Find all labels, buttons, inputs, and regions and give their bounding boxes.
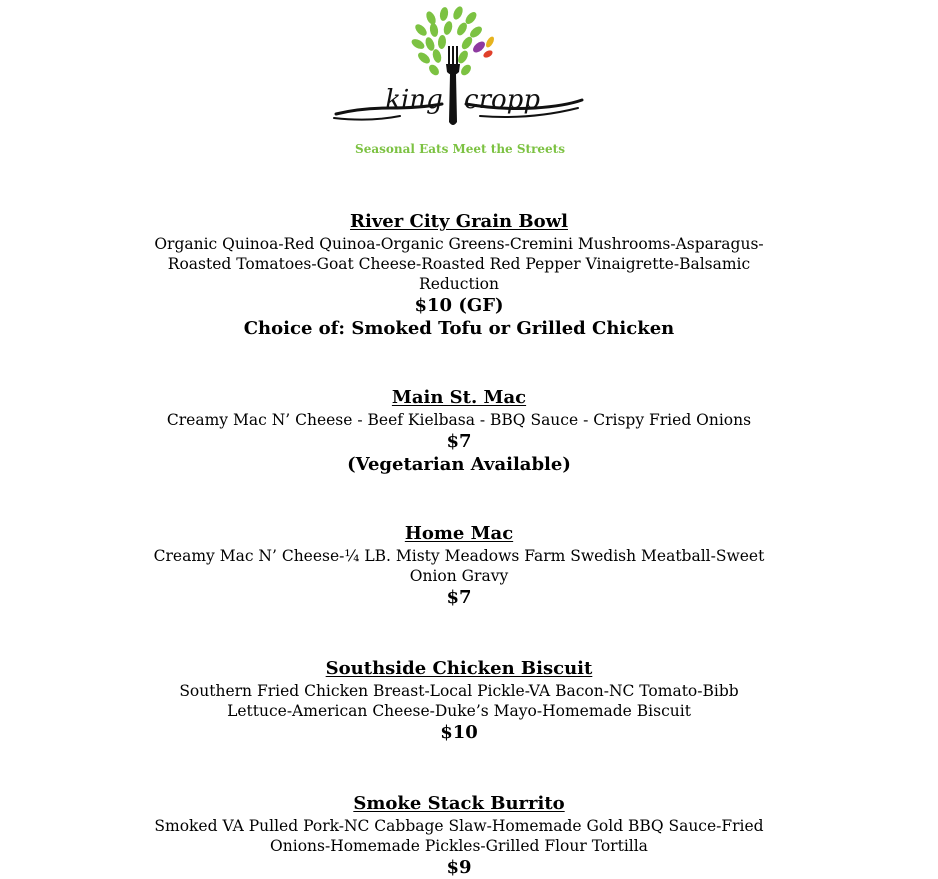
tree-fork-logo-icon — [330, 4, 590, 139]
menu-item-home-mac — [0, 522, 918, 609]
item-note: (Vegetarian Available) — [347, 454, 571, 475]
menu-item-river-city-grain-bowl — [0, 210, 918, 340]
logo-word-left: king — [385, 85, 443, 115]
king-cropp-logo — [330, 4, 590, 156]
item-name: Main St. Mac — [391, 387, 527, 408]
item-price: $10 — [440, 722, 478, 743]
menu-item-smoke-stack-burrito — [0, 792, 918, 879]
tagline: Seasonal Eats Meet the Streets — [355, 142, 565, 156]
item-price: $7 — [446, 587, 472, 608]
item-description: Smoked VA Pulled Pork-NC Cabbage Slaw-Homemade Gold BBQ Sauce-Fried Onions-Homemade Pickles-Grilled Flour Tortilla — [154, 817, 764, 855]
menu-item-main-st-mac — [0, 386, 918, 476]
logo-word-right: cropp — [464, 85, 540, 115]
item-price: $9 — [446, 857, 472, 878]
menu-item-southside-chicken-biscuit — [0, 657, 918, 744]
item-name: Home Mac — [404, 523, 514, 544]
item-description: Southern Fried Chicken Breast-Local Pickle-VA Bacon-NC Tomato-Bibb Lettuce-American Cheese-Duke’s Mayo-Homemade Biscuit — [179, 682, 739, 720]
item-price: $10 (GF) — [414, 295, 504, 316]
item-price: $7 — [446, 431, 472, 452]
menu-list — [0, 210, 918, 879]
item-name: Southside Chicken Biscuit — [325, 658, 593, 679]
item-description: Creamy Mac N’ Cheese-¼ LB. Misty Meadows Farm Swedish Meatball-Sweet Onion Gravy — [153, 547, 765, 585]
item-name: Smoke Stack Burrito — [353, 793, 565, 814]
item-name: River City Grain Bowl — [350, 211, 568, 232]
item-note: Choice of: Smoked Tofu or Grilled Chicken — [243, 318, 675, 339]
item-description: Organic Quinoa-Red Quinoa-Organic Greens-Cremini Mushrooms-Asparagus-Roasted Tomatoes-Goat Cheese-Roasted Red Pepper Vinaigrette-Balsamic Reduction — [154, 235, 764, 293]
item-description: Creamy Mac N’ Cheese - Beef Kielbasa - BBQ Sauce - Crispy Fried Onions — [166, 411, 752, 429]
